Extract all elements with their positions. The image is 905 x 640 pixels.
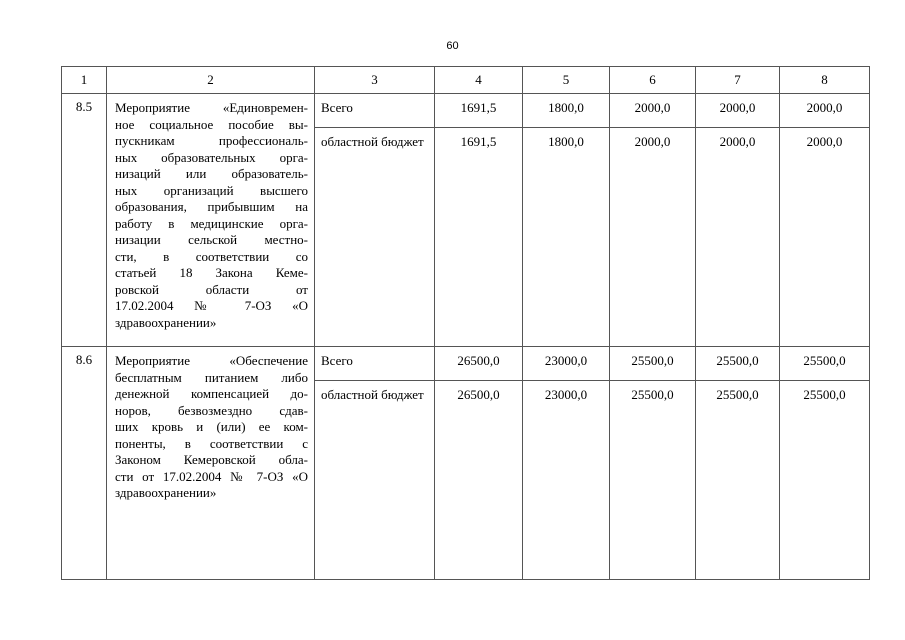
description-line: Мероприятие «Обеспечение (115, 353, 308, 368)
header-cell: 5 (523, 67, 610, 94)
funding-source: областной бюджет (315, 128, 435, 347)
description-line: здравоохранении» (115, 485, 217, 500)
row-number: 8.5 (62, 94, 107, 347)
value-cell: 2000,0 (610, 94, 696, 128)
description-line: пускникам профессиональ- (115, 133, 308, 148)
description-line: 17.02.2004 № 7-ОЗ «О (115, 298, 308, 313)
value-cell: 25500,0 (610, 347, 696, 381)
header-cell: 2 (107, 67, 315, 94)
description-line: денежной компенсацией до- (115, 386, 308, 401)
header-cell: 8 (780, 67, 870, 94)
value-cell: 26500,0 (435, 347, 523, 381)
description-line: статьей 18 Закона Кеме- (115, 265, 308, 280)
description-line: ных образовательных орга- (115, 149, 308, 165)
funding-source: областной бюджет (315, 381, 435, 580)
budget-table (61, 66, 870, 580)
header-cell: 4 (435, 67, 523, 94)
value-cell: 2000,0 (696, 94, 780, 128)
description-line: здравоохранении» (115, 314, 217, 330)
description-line: сти от 17.02.2004 № 7-ОЗ «О (115, 468, 308, 484)
table-row (62, 347, 870, 381)
value-cell: 2000,0 (780, 128, 870, 347)
page-number: 60 (446, 40, 459, 52)
description-line: низации сельской местно- (115, 232, 308, 247)
description-line: сти, в соответствии со (115, 248, 308, 264)
description-line: норов, безвозмездно сдав- (115, 402, 308, 418)
funding-source: Всего (315, 94, 435, 128)
value-cell: 23000,0 (523, 381, 610, 580)
measure-description (107, 347, 315, 580)
description-line: ших кровь и (или) ее ком- (115, 419, 308, 434)
value-cell: 2000,0 (696, 128, 780, 347)
value-cell: 1691,5 (435, 128, 523, 347)
value-cell: 1800,0 (523, 94, 610, 128)
description-line: работу в медицинские орга- (115, 215, 308, 231)
value-cell: 1691,5 (435, 94, 523, 128)
description-line: поненты, в соответствии с (115, 435, 308, 451)
description-line: ных организаций высшего (115, 182, 308, 198)
description-line: бесплатным питанием либо (115, 369, 308, 385)
row-number: 8.6 (62, 347, 107, 580)
value-cell: 25500,0 (610, 381, 696, 580)
description-line: низаций или образователь- (115, 166, 308, 181)
description-line: Мероприятие «Единовремен- (115, 100, 308, 115)
value-cell: 25500,0 (696, 381, 780, 580)
header-cell: 6 (610, 67, 696, 94)
measure-description (107, 94, 315, 347)
value-cell: 2000,0 (610, 128, 696, 347)
value-cell: 23000,0 (523, 347, 610, 381)
value-cell: 25500,0 (696, 347, 780, 381)
value-cell: 2000,0 (780, 94, 870, 128)
header-cell: 3 (315, 67, 435, 94)
table-row (62, 94, 870, 128)
header-cell: 1 (62, 67, 107, 94)
description-line: ное социальное пособие вы- (115, 116, 308, 132)
value-cell: 1800,0 (523, 128, 610, 347)
value-cell: 25500,0 (780, 381, 870, 580)
description-line: ровской области от (115, 281, 308, 297)
value-cell: 25500,0 (780, 347, 870, 381)
funding-source: Всего (315, 347, 435, 381)
description-line: образования, прибывшим на (115, 199, 308, 214)
description-line: Законом Кемеровской обла- (115, 452, 308, 467)
header-cell: 7 (696, 67, 780, 94)
value-cell: 26500,0 (435, 381, 523, 580)
header-row (62, 67, 870, 94)
